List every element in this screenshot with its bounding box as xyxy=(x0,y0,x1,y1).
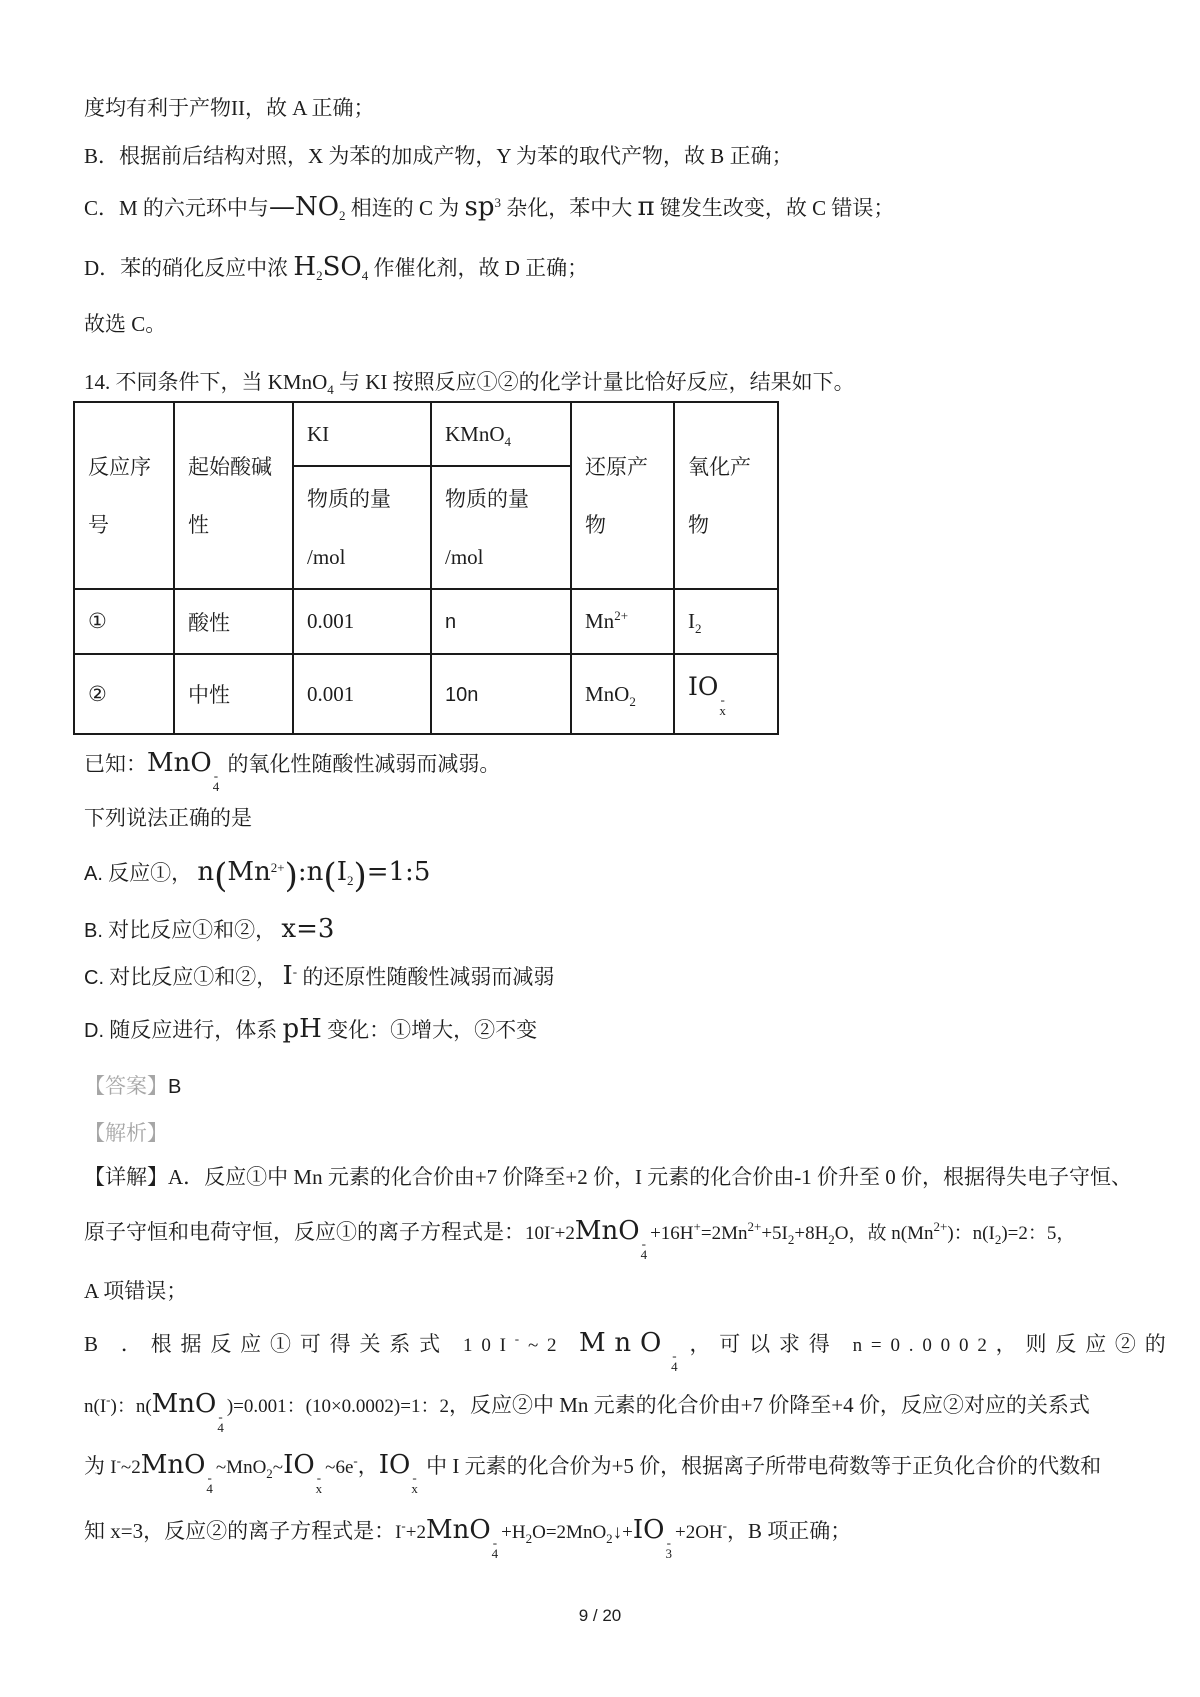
cell-reduction-product: MnO$_2$ xyxy=(571,654,674,734)
question14-table xyxy=(73,401,779,735)
detail-line-1: 【详解】A．反应①中 Mn 元素的化合价由+7 价降至+2 价，I 元素的化合价由-1 价升至 0 价，根据得失电子守恒、 xyxy=(84,1165,1133,1189)
cell-reaction-no: ① xyxy=(74,589,174,654)
header-oxidation-product: 氧化产 物 xyxy=(674,402,778,589)
analysis-label: 【解析】 xyxy=(84,1121,168,1145)
detail-line-5: n(I-)：n(MnO - 4 )=0.001：(10×0.0002)=1：2，反应②中 Mn 元素的化合价由+7 价降至+4 价，反应②对应的关系式 xyxy=(84,1389,1090,1435)
option-a: A. 反应①， $n(Mn^{2+}):n(I_2)=1:5$ xyxy=(84,856,431,896)
subheader-ki-amount: 物质的量 /mol xyxy=(293,466,431,589)
option-b: B. 对比反应①和②， x=3 xyxy=(84,914,335,944)
cell-ki-amount: 0.001 xyxy=(293,589,431,654)
answer-line: 【答案】B xyxy=(84,1074,182,1098)
subheader-kmno4-amount: 物质的量 /mol xyxy=(431,466,571,589)
header-reduction-product: 还原产 物 xyxy=(571,402,674,589)
header-kmno4: KMnO$_4$ xyxy=(431,402,571,466)
question14-stem: 14. 不同条件下，当 KMnO$_4$ 与 KI 按照反应①②的化学计量比恰好反应，结果如下。 xyxy=(84,370,855,397)
table-header-row xyxy=(74,402,778,466)
table-row xyxy=(74,589,778,654)
detail-line-7: 知 x=3，反应②的离子方程式是：I-+2MnO - 4 $+H_2O=2MnO_2↓+IO$ - 3 +2OH-，B 项正确； xyxy=(84,1515,852,1561)
table-row xyxy=(74,654,778,734)
cell-kmno4-amount: n xyxy=(431,589,571,654)
page-number: 9 / 20 xyxy=(578,1606,622,1625)
known-condition: 已知：MnO - 4 的氧化性随酸性减弱而减弱。 xyxy=(84,748,501,794)
cell-reaction-no: ② xyxy=(74,654,174,734)
solution13-line-c: C．M 的六元环中与$—NO_2$ 相连的 C 为 $sp^3$ 杂化，苯中大 π 键发生改变，故 C 错误； xyxy=(84,192,895,223)
cell-oxidation-product: IO - x xyxy=(674,654,778,734)
option-d: D. 随反应进行，体系 pH 变化：①增大，②不变 xyxy=(84,1014,538,1044)
question-prompt: 下列说法正确的是 xyxy=(84,806,252,830)
cell-oxidation-product: $I_2$ xyxy=(674,589,778,654)
detail-line-3: A 项错误； xyxy=(84,1279,188,1303)
detail-line-6: 为 I-~2MnO - 4 ~MnO$_2$~IO - x ~6e-，IO - x 中 I 元素的化合价为+5 价，根据离子所带电荷数等于正负化合价的代数和 xyxy=(84,1450,1102,1496)
header-reaction-no: 反应序 号 xyxy=(74,402,174,589)
cell-acidity: 酸性 xyxy=(174,589,293,654)
solution13-line-d: D．苯的硝化反应中浓 $H_2SO_4$ 作催化剂，故 D 正确； xyxy=(84,252,589,283)
cell-kmno4-amount: 10n xyxy=(431,654,571,734)
cell-acidity: 中性 xyxy=(174,654,293,734)
cell-reduction-product: $Mn^{2+}$ xyxy=(571,589,674,654)
solution13-line-a-tail: 度均有利于产物II，故 A 正确； xyxy=(84,96,375,120)
header-acidity: 起始酸碱 性 xyxy=(174,402,293,589)
header-ki: KI xyxy=(293,402,431,466)
detail-line-2: 原子守恒和电荷守恒，反应①的离子方程式是：10I-+2MnO - 4 $+16H^+=2Mn^{2+}+5I_2+8H_2O$，故 $n(Mn^{2+})$：$n(I_2)=2$：5， xyxy=(84,1216,1076,1262)
solution13-conclusion: 故选 C。 xyxy=(84,312,167,336)
solution13-line-b: B．根据前后结构对照，X 为苯的加成产物，Y 为苯的取代产物，故 B 正确； xyxy=(84,144,793,168)
detail-line-4: B ．根据反应①可得关系式 10I-~2 MnO - 4 ，可以求得 n=0.0002，则反应②的 xyxy=(84,1328,1175,1374)
cell-ki-amount: 0.001 xyxy=(293,654,431,734)
option-c: C. 对比反应①和②， I- 的还原性随酸性减弱而减弱 xyxy=(84,961,555,991)
